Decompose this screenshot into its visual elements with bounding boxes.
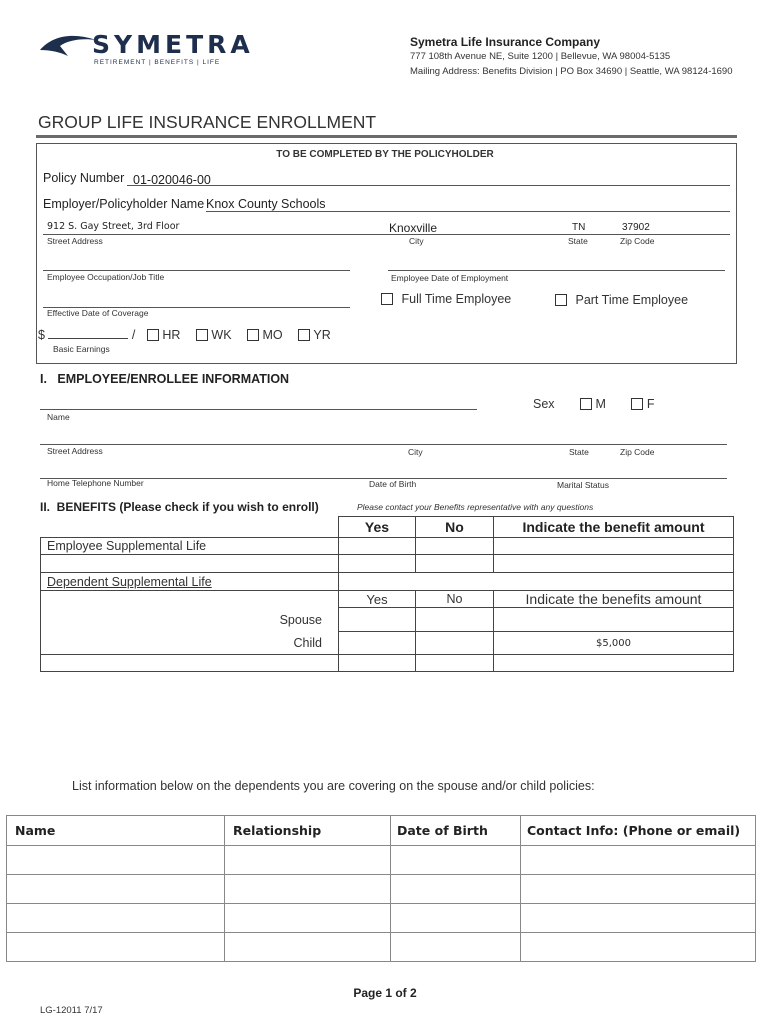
child-yes[interactable] bbox=[339, 632, 416, 655]
sex-m-checkbox[interactable] bbox=[580, 398, 592, 410]
street-value: 912 S. Gay Street, 3rd Floor bbox=[47, 221, 180, 232]
full-time-option bbox=[381, 292, 511, 306]
employee-supplemental-no[interactable] bbox=[416, 538, 494, 555]
policy-number-value: 01-020046-00 bbox=[133, 173, 211, 187]
zip-value: 37902 bbox=[622, 222, 650, 233]
dependent-row bbox=[7, 846, 756, 875]
employer-value: Knox County Schools bbox=[206, 197, 326, 211]
logo-wordmark: SYMETRA bbox=[92, 30, 254, 59]
enrollee-address-field[interactable] bbox=[40, 444, 727, 445]
occupation-label: Employee Occupation/Job Title bbox=[47, 272, 165, 282]
dep-col-dob: Date of Birth bbox=[391, 816, 521, 846]
sex-f-label: F bbox=[646, 397, 655, 411]
logo-tagline: RETIREMENT | BENEFITS | LIFE bbox=[94, 59, 221, 66]
employee-supplemental-row bbox=[41, 538, 734, 555]
mo-label: MO bbox=[262, 328, 283, 342]
state-value: TN bbox=[572, 222, 586, 233]
hr-label: HR bbox=[162, 328, 181, 342]
employment-date-field[interactable] bbox=[388, 270, 725, 271]
company-name: Symetra Life Insurance Company bbox=[410, 35, 601, 49]
spouse-label: Spouse bbox=[41, 608, 339, 632]
mailing-address: Mailing Address: Benefits Division | PO Box 34690 | Seattle, WA 98124-1690 bbox=[410, 66, 733, 77]
section-1-heading: I. EMPLOYEE/ENROLLEE INFORMATION bbox=[40, 372, 290, 386]
dependent-row bbox=[7, 875, 756, 904]
marital-status-label: Marital Status bbox=[557, 480, 609, 490]
enrollee-zip-label: Zip Code bbox=[620, 447, 655, 457]
child-no[interactable] bbox=[416, 632, 494, 655]
dob-label: Date of Birth bbox=[369, 479, 417, 489]
wk-checkbox[interactable] bbox=[196, 329, 208, 341]
symetra-logo bbox=[38, 30, 254, 72]
dependents-instruction: List information below on the dependents you are covering on the spouse and/or child policies: bbox=[72, 779, 595, 793]
employee-supplemental-amount[interactable] bbox=[494, 538, 734, 555]
dependent-row bbox=[7, 904, 756, 933]
sub-no-header: No bbox=[416, 591, 494, 608]
effective-date-label: Effective Date of Coverage bbox=[47, 308, 149, 318]
hr-checkbox[interactable] bbox=[147, 329, 159, 341]
state-label: State bbox=[568, 236, 588, 246]
benefits-table bbox=[40, 516, 734, 672]
col-yes-header: Yes bbox=[339, 517, 416, 538]
dep-col-name: Name bbox=[7, 816, 225, 846]
earnings-field[interactable] bbox=[48, 327, 128, 339]
street-label: Street Address bbox=[47, 236, 103, 246]
dependents-table bbox=[6, 815, 756, 962]
policy-number-label: Policy Number bbox=[43, 171, 125, 185]
sex-m-label: M bbox=[595, 397, 606, 411]
dep-col-relationship: Relationship bbox=[225, 816, 391, 846]
dependent-supplemental-row bbox=[41, 573, 734, 591]
col-amount-header: Indicate the benefit amount bbox=[494, 517, 734, 538]
phone-label: Home Telephone Number bbox=[47, 478, 144, 488]
logo-swoosh-icon bbox=[38, 32, 98, 60]
employee-supplemental-label: Employee Supplemental Life bbox=[41, 538, 339, 555]
address-line[interactable] bbox=[43, 234, 730, 235]
sex-row bbox=[533, 397, 655, 411]
city-label: City bbox=[409, 236, 424, 246]
part-time-option bbox=[555, 293, 688, 307]
child-amount: $5,000 bbox=[494, 632, 734, 655]
form-code: LG-12011 7/17 bbox=[40, 1005, 103, 1016]
wk-label: WK bbox=[211, 328, 232, 342]
child-label: Child bbox=[41, 632, 339, 655]
city-value: Knoxville bbox=[389, 221, 438, 235]
full-time-checkbox[interactable] bbox=[381, 293, 393, 305]
child-row bbox=[41, 632, 734, 655]
zip-label: Zip Code bbox=[620, 236, 655, 246]
dependent-row bbox=[7, 933, 756, 962]
policyholder-heading: TO BE COMPLETED BY THE POLICYHOLDER bbox=[276, 149, 494, 160]
dep-col-contact: Contact Info: (Phone or email) bbox=[521, 816, 756, 846]
part-time-checkbox[interactable] bbox=[555, 294, 567, 306]
spouse-no[interactable] bbox=[416, 608, 494, 632]
earnings-label: Basic Earnings bbox=[53, 344, 110, 354]
form-title: GROUP LIFE INSURANCE ENROLLMENT bbox=[38, 112, 377, 132]
enrollee-street-label: Street Address bbox=[47, 446, 103, 456]
earnings-row bbox=[38, 327, 331, 342]
enrollee-name-field[interactable] bbox=[40, 409, 477, 410]
employer-label: Employer/Policyholder Name bbox=[43, 197, 205, 211]
employer-field[interactable] bbox=[206, 195, 730, 212]
employee-supplemental-yes[interactable] bbox=[339, 538, 416, 555]
policy-number-field[interactable] bbox=[127, 171, 730, 186]
dollar-sign: $ bbox=[38, 328, 45, 342]
yr-label: YR bbox=[313, 328, 331, 342]
enrollee-name-label: Name bbox=[47, 412, 70, 422]
spouse-amount[interactable] bbox=[494, 608, 734, 632]
sex-f-checkbox[interactable] bbox=[631, 398, 643, 410]
spouse-row bbox=[41, 608, 734, 632]
sub-yes-header: Yes bbox=[339, 591, 416, 608]
section-2-heading: II. BENEFITS (Please check if you wish to enroll) bbox=[40, 500, 319, 514]
earnings-slash: / bbox=[131, 328, 136, 342]
occupation-field[interactable] bbox=[43, 270, 350, 271]
part-time-label: Part Time Employee bbox=[575, 293, 689, 307]
spouse-yes[interactable] bbox=[339, 608, 416, 632]
col-no-header: No bbox=[416, 517, 494, 538]
sub-amount-header: Indicate the benefits amount bbox=[494, 591, 734, 608]
enrollee-city-label: City bbox=[408, 447, 423, 457]
employment-date-label: Employee Date of Employment bbox=[391, 273, 509, 283]
company-address: 777 108th Avenue NE, Suite 1200 | Bellevue, WA 98004-5135 bbox=[410, 51, 671, 62]
enrollee-state-label: State bbox=[569, 447, 589, 457]
sex-label: Sex bbox=[533, 397, 555, 411]
title-rule bbox=[36, 135, 737, 138]
mo-checkbox[interactable] bbox=[247, 329, 259, 341]
full-time-label: Full Time Employee bbox=[401, 292, 512, 306]
page-number: Page 1 of 2 bbox=[353, 986, 417, 1000]
dependent-supplemental-label: Dependent Supplemental Life bbox=[47, 574, 212, 589]
benefits-note: Please contact your Benefits representative with any questions bbox=[357, 502, 594, 512]
yr-checkbox[interactable] bbox=[298, 329, 310, 341]
